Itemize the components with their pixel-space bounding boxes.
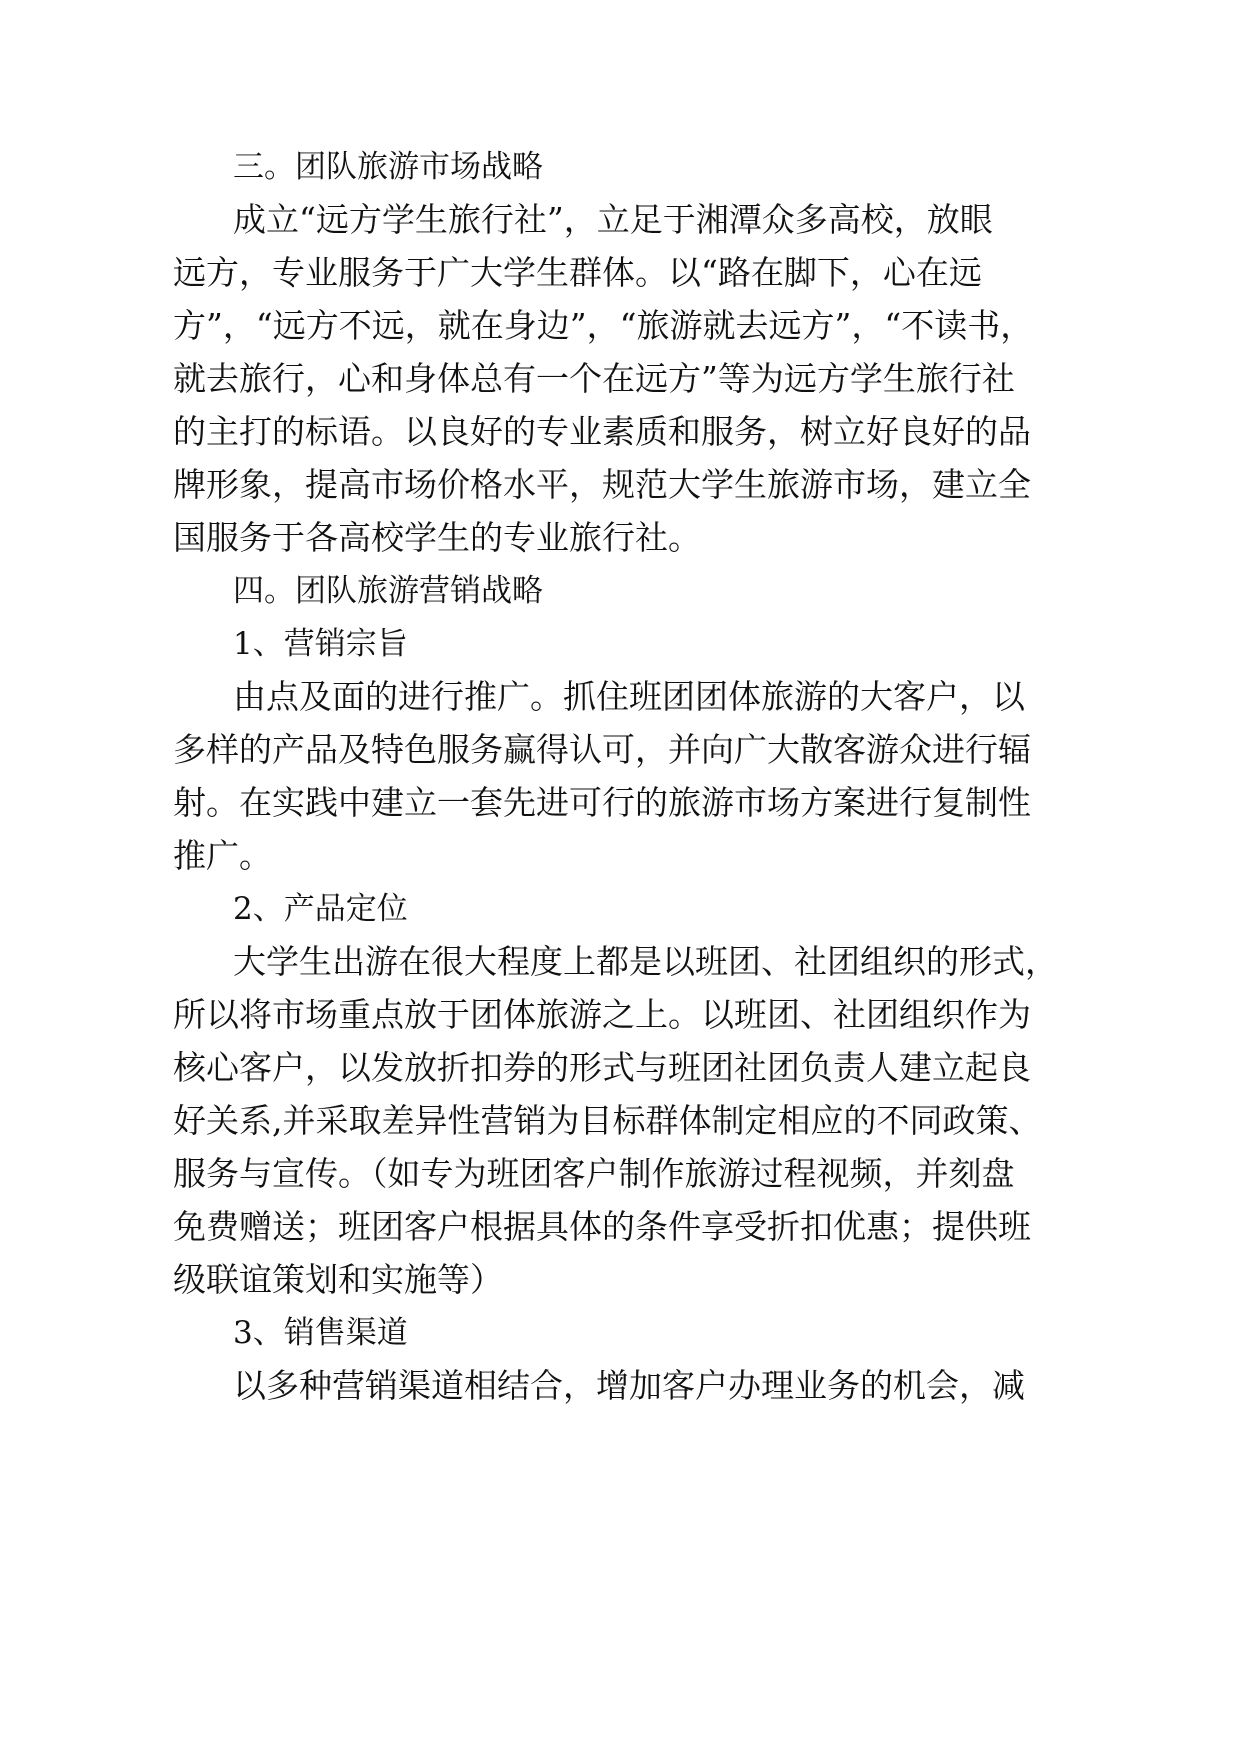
section3-paragraph-line-4: 就去旅行，心和身体总有一个在远方”等为远方学生旅行社 [173,359,1015,398]
section4-heading: 四。团队旅游营销战略 [233,573,543,609]
item2-paragraph-line-4: 好关系,并采取差异性营销为目标群体制定相应的不同政策、 [173,1101,1042,1140]
item2-heading: 2、产品定位 [233,891,408,927]
item1-heading: 1、营销宗旨 [233,626,408,662]
section3-heading: 三。团队旅游市场战略 [233,149,543,185]
item1-paragraph-line-4: 推广。 [173,836,272,875]
item2-paragraph-line-7: 级联谊策划和实施等） [173,1260,503,1299]
item2-paragraph-line-5: 服务与宣传。（如专为班团客户制作旅游过程视频，并刻盘 [173,1154,1015,1193]
section3-paragraph-line-6: 牌形象，提高市场价格水平，规范大学生旅游市场，建立全 [173,465,1031,504]
section3-paragraph-line-5: 的主打的标语。以良好的专业素质和服务，树立好良好的品 [173,412,1031,451]
section3-paragraph-line-1: 成立“远方学生旅行社”，立足于湘潭众多高校，放眼 [233,200,993,239]
item2-paragraph-line-2: 所以将市场重点放于团体旅游之上。以班团、社团组织作为 [173,995,1031,1034]
section3-paragraph-line-2: 远方，专业服务于广大学生群体。以“路在脚下，心在远 [173,253,982,292]
section3-paragraph-line-3: 方”，“远方不远，就在身边”，“旅游就去远方”，“不读书， [173,306,1034,345]
item2-paragraph-line-1: 大学生出游在很大程度上都是以班团、社团组织的形式， [233,942,1058,981]
item1-paragraph-line-1: 由点及面的进行推广。抓住班团团体旅游的大客户，以 [233,677,1025,716]
item1-paragraph-line-2: 多样的产品及特色服务赢得认可，并向广大散客游众进行辐 [173,730,1031,769]
item1-paragraph-line-3: 射。在实践中建立一套先进可行的旅游市场方案进行复制性 [173,783,1031,822]
item2-paragraph-line-6: 免费赠送；班团客户根据具体的条件享受折扣优惠；提供班 [173,1207,1031,1246]
item3-paragraph-line-1: 以多种营销渠道相结合，增加客户办理业务的机会，减 [233,1366,1025,1405]
item3-heading: 3、销售渠道 [233,1315,408,1351]
item2-paragraph-line-3: 核心客户，以发放折扣券的形式与班团社团负责人建立起良 [173,1048,1031,1087]
section3-paragraph-line-7: 国服务于各高校学生的专业旅行社。 [173,518,701,557]
